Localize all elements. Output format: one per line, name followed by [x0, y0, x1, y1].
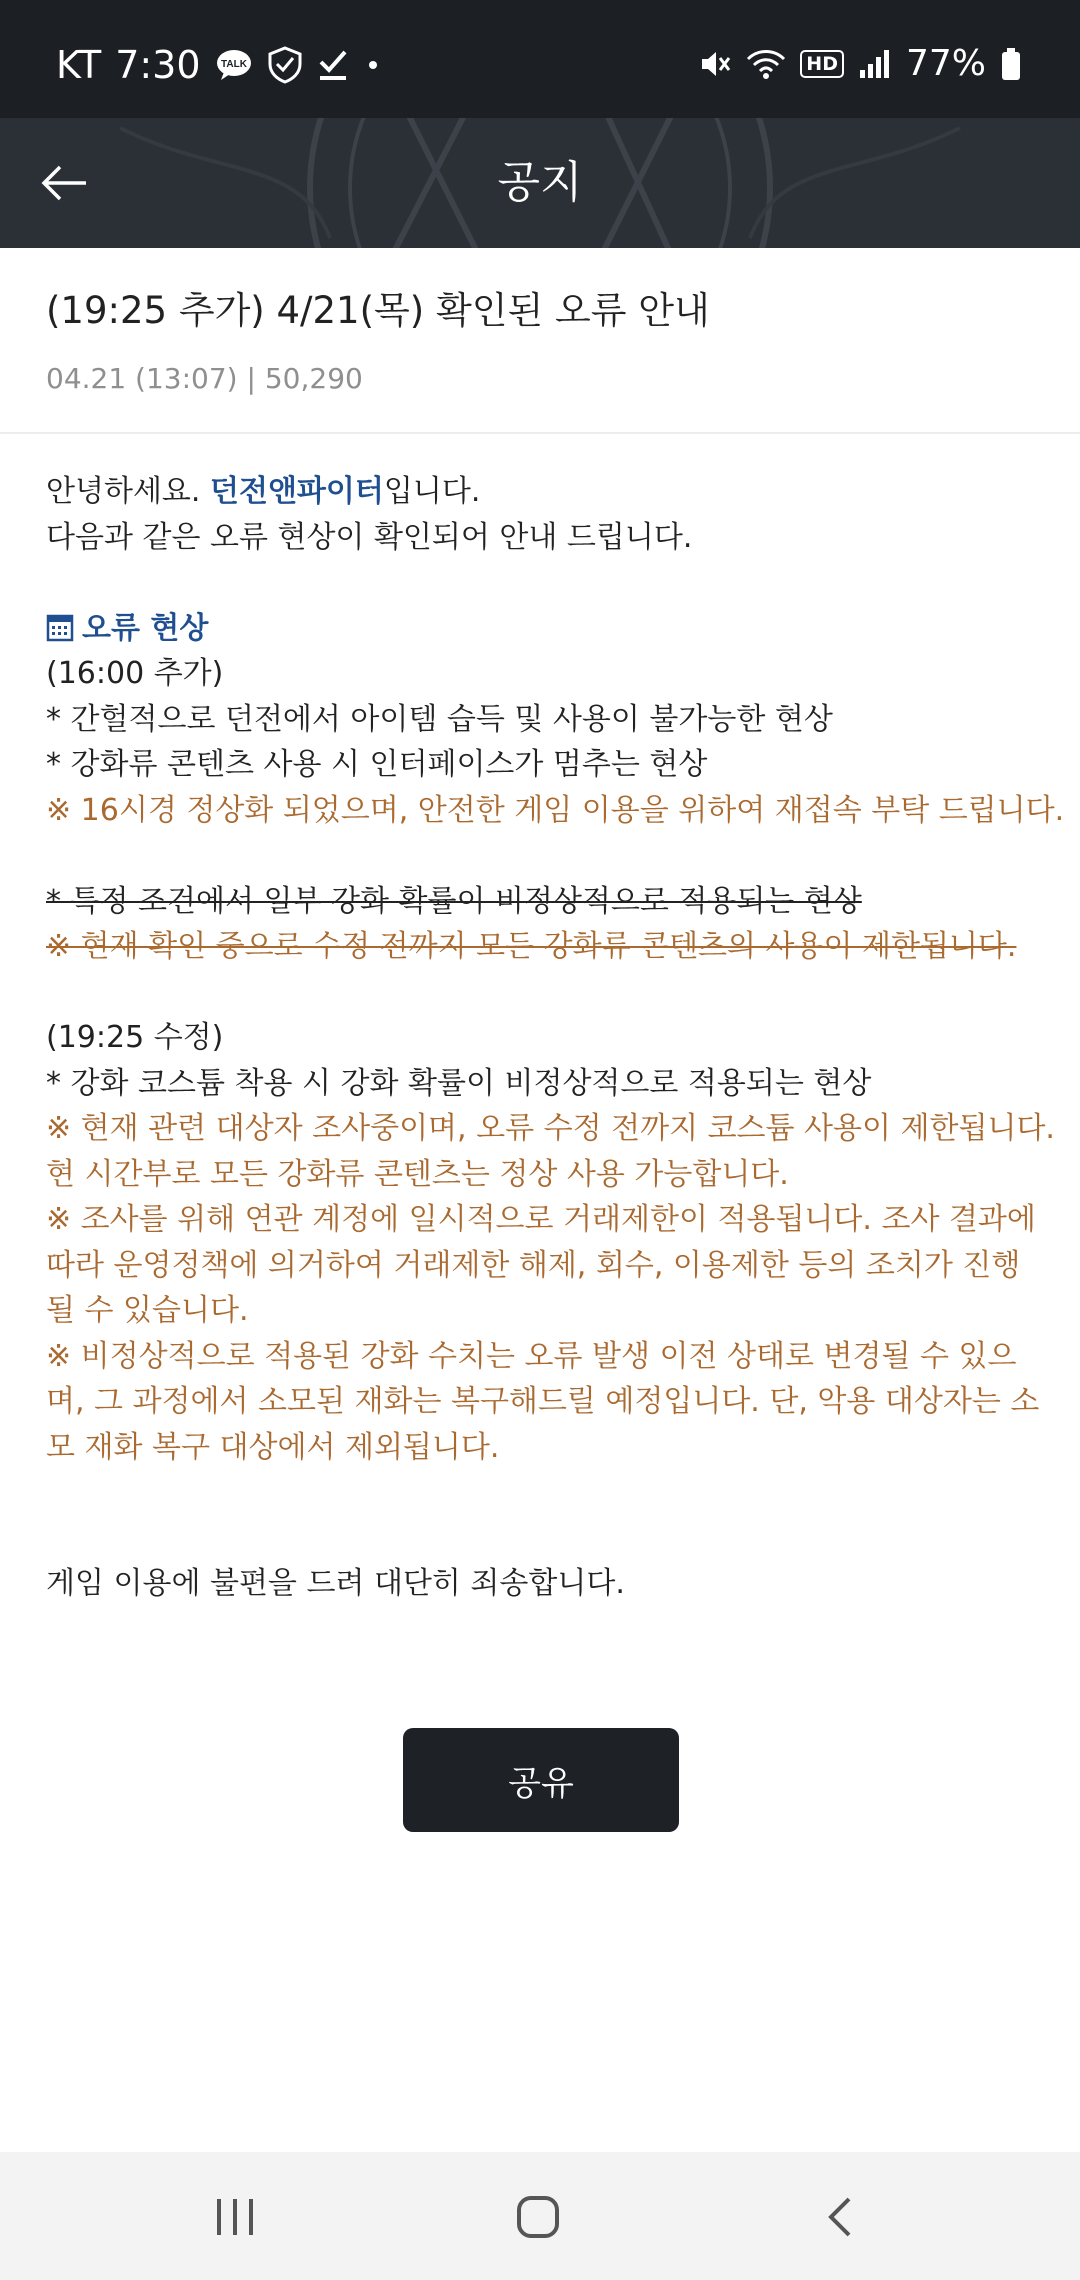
notice-body — [46, 469, 1065, 1607]
app-header — [0, 118, 1080, 248]
checkmark-icon — [317, 48, 349, 82]
greeting-suffix: 입니다. — [383, 474, 481, 509]
notice-views: 50,290 — [264, 362, 363, 395]
recent-apps-button[interactable] — [195, 2182, 275, 2252]
note3: ※ 비정상적으로 적용된 강화 수치는 오류 발생 이전 상태로 변경될 수 있으며, 그 과정에서 소모된 재화는 복구해드릴 예정입니다. 단, 악용 대상자는 소모 재화 복구 대상에서 제외됩니다. — [46, 1338, 1040, 1465]
talk-icon — [215, 48, 253, 82]
notice-header — [46, 285, 1036, 399]
notice-meta — [46, 359, 1036, 399]
share-button[interactable]: 공유 — [403, 1728, 679, 1832]
brand-name: 던전앤파이터 — [209, 474, 384, 509]
battery-level: 77% — [905, 43, 986, 84]
section-title-text: 오류 현상 — [82, 610, 209, 646]
section-title — [46, 606, 1046, 652]
update1-header: (16:00 추가) — [46, 656, 224, 691]
carrier-label: KT — [56, 43, 102, 87]
nav-back-button[interactable] — [800, 2182, 880, 2252]
struck-note: ※ 현재 확인 중으로 수정 전까지 모든 강화류 콘텐츠의 사용이 제한됩니다. — [46, 929, 1017, 964]
notice-date: 04.21 (13:07) — [46, 362, 238, 395]
mute-icon — [698, 47, 732, 81]
update1-item1: * 간헐적으로 던전에서 아이템 습득 및 사용이 불가능한 현상 — [46, 701, 833, 737]
note2: ※ 조사를 위해 연관 계정에 일시적으로 거래제한이 적용됩니다. 조사 결과에 따라 운영정책에 의거하여 거래제한 해제, 회수, 이용제한 등의 조치가 진행될 수 있습니다. — [46, 1202, 1036, 1328]
battery-icon — [1000, 47, 1022, 81]
intro-text: 다음과 같은 오류 현상이 확인되어 안내 드립니다. — [46, 519, 693, 555]
status-bar-left — [56, 43, 383, 87]
apology-text: 게임 이용에 불편을 드려 대단히 죄송합니다. — [46, 1566, 625, 1601]
greeting-prefix: 안녕하세요. — [46, 474, 210, 509]
update1-item2: * 강화류 콘텐츠 사용 시 인터페이스가 멈추는 현상 — [46, 747, 708, 782]
calendar-icon — [46, 614, 74, 642]
hd-icon: HD — [800, 50, 844, 78]
clock: 7:30 — [115, 43, 201, 87]
dot-icon — [363, 55, 383, 75]
note1-line2: 현 시간부로 모든 강화류 콘텐츠는 정상 사용 가능합니다. — [46, 1156, 789, 1192]
nav-bar — [0, 2152, 1080, 2280]
divider — [0, 432, 1080, 434]
update1-note: ※ 16시경 정상화 되었으며, 안전한 게임 이용을 위하여 재접속 부탁 드립니다. — [46, 792, 1065, 828]
nav-back-icon — [825, 2195, 855, 2239]
status-bar-right — [698, 43, 1022, 84]
signal-icon — [858, 48, 892, 80]
greeting-line — [46, 469, 1046, 515]
meta-separator: | — [246, 362, 256, 395]
page-title: 공지 — [497, 157, 583, 208]
wifi-icon — [746, 47, 786, 81]
notice-title: (19:25 추가) 4/21(목) 확인된 오류 안내 — [46, 289, 710, 332]
talk-badge-text: TALK — [220, 59, 247, 70]
recent-apps-icon — [213, 2197, 257, 2237]
status-bar — [0, 0, 1080, 118]
note1-line1: ※ 현재 관련 대상자 조사중이며, 오류 수정 전까지 코스튬 사용이 제한됩니다. — [46, 1111, 1055, 1146]
struck-item: * 특정 조건에서 일부 강화 확률이 비정상적으로 적용되는 현상 — [46, 883, 862, 919]
home-button[interactable] — [498, 2182, 578, 2252]
update2-header: (19:25 수정) — [46, 1020, 224, 1055]
update2-item: * 강화 코스튬 착용 시 강화 확률이 비정상적으로 적용되는 현상 — [46, 1065, 872, 1101]
home-icon — [515, 2194, 561, 2240]
shield-check-icon — [267, 46, 303, 84]
